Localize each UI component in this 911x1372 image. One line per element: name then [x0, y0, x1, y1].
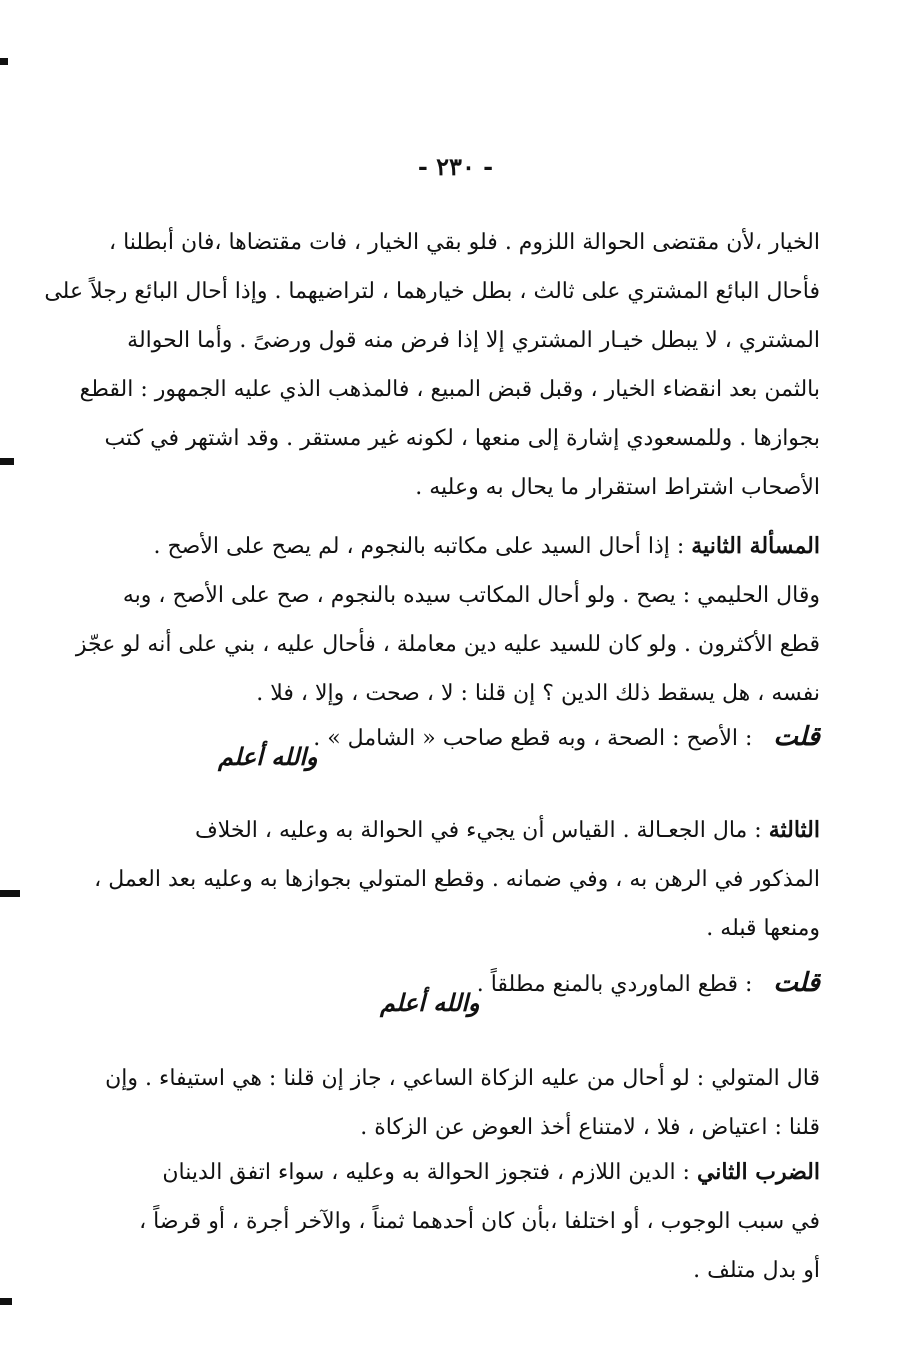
page-number: - ٢٣٠ - — [417, 152, 494, 181]
qulta-label: قلت — [773, 968, 820, 998]
paragraph-second-type — [100, 1148, 820, 1295]
scan-mark — [0, 458, 14, 465]
wallahu-alam-2: والله أعلم — [380, 988, 480, 1017]
section-heading: الثالثة — [768, 817, 820, 843]
paragraph-second-issue — [75, 522, 820, 718]
qulta-text: : الأصح : الصحة ، وبه قطع صاحب « الشامل » . — [313, 726, 760, 751]
text-line: الأصحاب اشتراط استقرار ما يحال به وعليه . — [415, 475, 820, 500]
text-line — [100, 806, 820, 855]
qulta-text: : قطع الماوردي بالمنع مطلقاً . — [476, 972, 760, 997]
text-line: أو بدل متلف . — [693, 1258, 820, 1283]
paragraph-third-jiala — [94, 806, 820, 953]
text-line: فأحال البائع المشتري على ثالث ، بطل خيارهما ، لتراضيهما . وإذا أحال البائع رجلاً على — [44, 279, 820, 304]
scan-mark — [0, 58, 8, 65]
scan-mark — [0, 890, 20, 897]
section-heading: الضرب الثاني — [696, 1159, 820, 1185]
text-line: قلنا : اعتياض ، فلا ، لامتناع أخذ العوض عن الزكاة . — [360, 1115, 820, 1140]
text-run: : مال الجعـالة . القياس أن يجيء في الحوالة به وعليه ، الخلاف — [194, 818, 769, 843]
text-line: بالثمن بعد انقضاء الخيار ، وقبل قبض المبيع ، فالمذهب الذي عليه الجمهور : القطع — [79, 377, 820, 402]
text-line: وقال الحليمي : يصح . ولو أحال المكاتب سيده بالنجوم ، صح على الأصح ، وبه — [122, 583, 820, 608]
text-line: بجوازها . وللمسعودي إشارة إلى منعها ، لكونه غير مستقر . وقد اشتهر في كتب — [104, 426, 820, 451]
text-line: نفسه ، هل يسقط ذلك الدين ؟ إن قلنا : لا ، صحت ، وإلا ، فلا . — [256, 681, 820, 706]
text-line: قال المتولي : لو أحال من عليه الزكاة الساعي ، جاز إن قلنا : هي استيفاء . وإن — [105, 1066, 820, 1091]
wallahu-alam-1: والله أعلم — [218, 742, 318, 771]
text-line: المذكور في الرهن به ، وفي ضمانه . وقطع المتولي بجوازها به وعليه بعد العمل ، — [94, 867, 820, 892]
text-line: المشتري ، لا يبطل خيـار المشتري إلا إذا فرض منه قول ورضىً . وأما الحوالة — [127, 328, 820, 353]
qulta-label: قلت — [773, 722, 820, 752]
text-line: قطع الأكثرون . ولو كان للسيد عليه دين معاملة ، فأحال عليه ، بني على أنه لو عجّز — [75, 632, 820, 657]
paragraph-hawala-khiyar — [44, 218, 820, 512]
text-line: ومنعها قبله . — [706, 916, 820, 941]
text-run: : الدين اللازم ، فتجوز الحوالة به وعليه ، سواء اتفق الدينان — [162, 1160, 697, 1185]
text-line — [100, 522, 820, 571]
section-heading: المسألة الثانية — [691, 533, 820, 559]
text-run: : إذا أحال السيد على مكاتبه بالنجوم ، لم يصح على الأصح . — [153, 534, 692, 559]
text-line — [100, 1148, 820, 1197]
scan-mark — [0, 1298, 12, 1305]
text-line: الخيار ،لأن مقتضى الحوالة اللزوم . فلو بقي الخيار ، فات مقتضاها ،فان أبطلنا ، — [108, 230, 820, 255]
paragraph-zakat — [100, 1054, 820, 1152]
text-line: في سبب الوجوب ، أو اختلفا ،بأن كان أحدهما ثمناً ، والآخر أجرة ، أو قرضاً ، — [139, 1209, 820, 1234]
